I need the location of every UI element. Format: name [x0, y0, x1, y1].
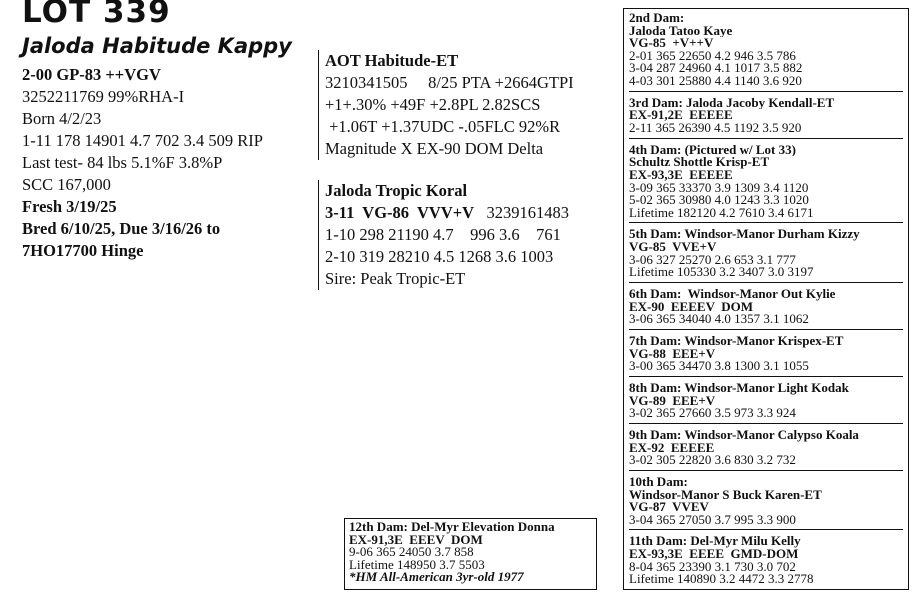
ancestor-dam-detail: VG-85 +V++V: [629, 37, 714, 50]
sire-line: 3210341505 8/25 PTA +2664GTPI: [325, 73, 574, 92]
ancestor-dam-entry: [629, 476, 903, 530]
sire-line: +1.06T +1.37UDC -.05FLC 92%R: [325, 117, 561, 136]
dam-registration: 3239161483: [486, 203, 569, 222]
ancestor-dam-heading: 10th Dam:: [629, 475, 688, 489]
cow-record: 1-11 178 14901 4.7 702 3.4 509 RIP: [22, 131, 263, 150]
ancestor-dam-heading: 8th Dam: Windsor-Manor Light Kodak: [629, 381, 849, 395]
ancestor-dam-entry: [629, 144, 903, 224]
ancestor-dam-record: 3-00 365 34470 3.8 1300 3.1 1055: [629, 360, 809, 373]
ancestor-dam-entry: [629, 429, 903, 471]
ancestor-dam-record: 3-04 287 24960 4.1 1017 3.5 882: [629, 62, 803, 75]
dam-block: [318, 180, 569, 290]
dam12-heading: 12th Dam: Del-Myr Elevation Donna: [349, 519, 555, 534]
ancestor-dam-detail: VG-89 EEE+V: [629, 394, 716, 408]
cow-birthdate: Born 4/2/23: [22, 109, 102, 128]
ancestor-dam-record: 2-01 365 22650 4.2 946 3.5 786: [629, 49, 796, 63]
ancestor-dam-detail: Windsor-Manor S Buck Karen-ET: [629, 488, 822, 502]
ancestor-dam-entry: [629, 382, 903, 424]
ancestor-dam-heading: 4th Dam: (Pictured w/ Lot 33): [629, 143, 796, 157]
ancestor-dam-detail: EX-92 EEEEE: [629, 441, 715, 455]
cow-scc: SCC 167,000: [22, 175, 111, 194]
ancestor-dam-record: 3-04 365 27050 3.7 995 3.3 900: [629, 513, 796, 527]
cow-name: Jaloda Habitude Kappy: [22, 34, 292, 58]
dam12-note: *HM All-American 3yr-old 1977: [349, 569, 524, 585]
ancestor-dam-record: 2-11 365 26390 4.5 1192 3.5 920: [629, 121, 802, 135]
sire-block: [318, 50, 574, 160]
ancestor-dam-record: 4-03 301 25880 4.4 1140 3.6 920: [629, 74, 802, 88]
dam-line: 2-10 319 28210 4.5 1268 3.6 1003: [325, 247, 554, 266]
ancestor-dam-record: 8-04 365 23390 3.1 730 3.0 702: [629, 560, 796, 574]
ancestor-dam-heading: 7th Dam: Windsor-Manor Krispex-ET: [629, 335, 844, 348]
ancestor-dam-entry: [629, 97, 903, 139]
ancestor-dam-detail: VG-88 EEE+V: [629, 347, 716, 361]
ancestor-dam-detail: EX-90 EEEEV DOM: [629, 300, 753, 314]
ancestor-dam-record: Lifetime 105330 3.2 3407 3.0 3197: [629, 266, 814, 279]
ancestor-dam-record: Lifetime 140890 3.2 4472 3.3 2778: [629, 573, 814, 586]
dam-class-line: [325, 202, 569, 224]
ancestor-dam-detail: EX-93,3E EEEE GMD-DOM: [629, 548, 799, 561]
lot-title: LOT 339: [22, 0, 171, 30]
ancestor-dam-record: 3-06 327 25270 2.6 653 3.1 777: [629, 253, 796, 267]
dam-name: Jaloda Tropic Koral: [325, 181, 468, 200]
cow-registration: 3252211769 99%RHA-I: [22, 87, 185, 106]
dam12-record: 9-06 365 24050 3.7 858: [349, 544, 474, 560]
ancestor-dam-detail: EX-93,3E EEEEE: [629, 168, 733, 182]
ancestor-dam-heading: 3rd Dam: Jaloda Jacoby Kendall-ET: [629, 96, 835, 110]
ancestor-dam-record: 3-02 365 27660 3.5 973 3.3 924: [629, 407, 796, 420]
ancestor-dam-record: 3-02 305 22820 3.6 830 3.2 732: [629, 454, 796, 467]
ancestor-dam-heading: 6th Dam: Windsor-Manor Out Kylie: [629, 288, 836, 301]
dam12-lifetime: Lifetime 148950 3.7 5503: [349, 556, 485, 572]
ancestor-dam-entry: [629, 228, 903, 282]
ancestor-dam-entry: [629, 535, 903, 588]
ancestor-dam-record: 3-09 365 33370 3.9 1309 3.4 1120: [629, 181, 809, 195]
dam-classification: 3-11 VG-86 VVV+V: [325, 203, 475, 222]
cow-details: [22, 64, 263, 262]
sire-line: Magnitude X EX-90 DOM Delta: [325, 139, 544, 158]
ancestor-dam-detail: Jaloda Tatoo Kaye: [629, 24, 733, 38]
cow-service-sire: 7HO17700 Hinge: [22, 241, 144, 260]
ancestor-dam-detail: VG-87 VVEV: [629, 501, 709, 514]
ancestor-dam-record: 3-06 365 34040 4.0 1357 3.1 1062: [629, 313, 809, 326]
dam-line: 1-10 298 21190 4.7 996 3.6 761: [325, 225, 561, 244]
ancestor-dam-entry: [629, 288, 903, 330]
sire-name: AOT Habitude-ET: [325, 51, 459, 70]
ancestor-dam-detail: VG-85 VVE+V: [629, 241, 717, 254]
cow-last-test: Last test- 84 lbs 5.1%F 3.8%P: [22, 153, 223, 172]
dam12-box: [344, 518, 597, 590]
cow-bred-info: Bred 6/10/25, Due 3/16/26 to: [22, 219, 221, 238]
ancestor-dam-heading: 5th Dam: Windsor-Manor Durham Kizzy: [629, 228, 860, 242]
dam12-classification: EX-91,3E EEEV DOM: [349, 531, 483, 547]
ancestor-dam-heading: 9th Dam: Windsor-Manor Calypso Koala: [629, 428, 859, 442]
pedigree-box: [623, 8, 909, 590]
cow-classification: 2-00 GP-83 ++VGV: [22, 65, 161, 84]
sire-line: +1+.30% +49F +2.8PL 2.82SCS: [325, 95, 541, 114]
ancestor-dam-record: 5-02 365 30980 4.0 1243 3.3 1020: [629, 194, 809, 207]
ancestor-dam-heading: 2nd Dam:: [629, 12, 685, 25]
ancestor-dam-record: Lifetime 182120 4.2 7610 3.4 6171: [629, 206, 814, 220]
ancestor-dam-entry: [629, 335, 903, 377]
ancestor-dam-detail: EX-91,2E EEEEE: [629, 109, 733, 122]
ancestor-dam-entry: [629, 12, 903, 92]
ancestor-dam-detail: Schultz Shottle Krisp-ET: [629, 156, 770, 169]
cow-fresh-date: Fresh 3/19/25: [22, 197, 117, 216]
ancestor-dam-heading: 11th Dam: Del-Myr Milu Kelly: [629, 535, 801, 549]
dam-line: Sire: Peak Tropic-ET: [325, 269, 466, 288]
